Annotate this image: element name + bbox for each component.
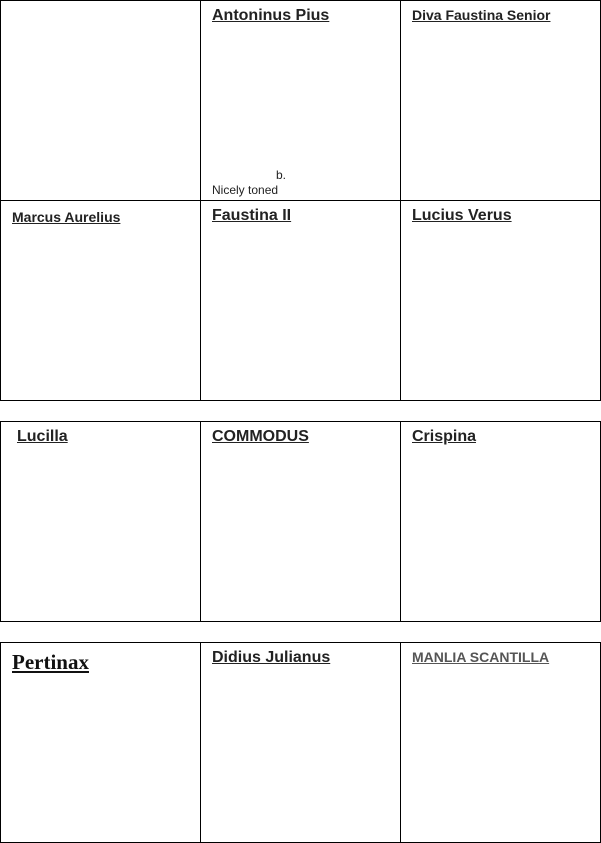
cell-commodus <box>201 422 401 622</box>
emperor-name: Antoninus Pius <box>212 7 330 24</box>
note-nicely-toned: Nicely toned <box>212 183 279 197</box>
emperor-table-1 <box>0 0 601 401</box>
table-row <box>1 422 601 622</box>
emperor-name: Lucilla <box>17 428 68 445</box>
emperor-name: Faustina II <box>212 207 292 224</box>
cell-lucius-verus <box>401 201 601 401</box>
emperor-name: Marcus Aurelius <box>12 209 121 225</box>
emperor-name: Lucius Verus <box>412 207 512 224</box>
emperor-name: Didius Julianus <box>212 649 331 666</box>
cell-diva-faustina-senior <box>401 1 601 201</box>
cell-pertinax <box>1 643 201 843</box>
emperor-name: Pertinax <box>12 650 89 674</box>
emperor-name: MANLIA SCANTILLA <box>412 649 550 665</box>
table-row <box>1 1 601 201</box>
table-row <box>1 201 601 401</box>
cell-antoninus-pius <box>201 1 401 201</box>
cell-lucilla <box>1 422 201 622</box>
emperor-table-3 <box>0 642 601 843</box>
empty-cell <box>1 1 201 201</box>
cell-faustina-ii <box>201 201 401 401</box>
emperor-table-2 <box>0 421 601 622</box>
cell-didius-julianus <box>201 643 401 843</box>
note-b: b. <box>276 168 287 182</box>
emperor-name: Crispina <box>412 428 477 445</box>
table-row <box>1 643 601 843</box>
cell-manlia-scantilla <box>401 643 601 843</box>
cell-marcus-aurelius <box>1 201 201 401</box>
cell-crispina <box>401 422 601 622</box>
emperor-name: Diva Faustina Senior <box>412 7 551 23</box>
emperor-name: COMMODUS <box>212 428 309 445</box>
